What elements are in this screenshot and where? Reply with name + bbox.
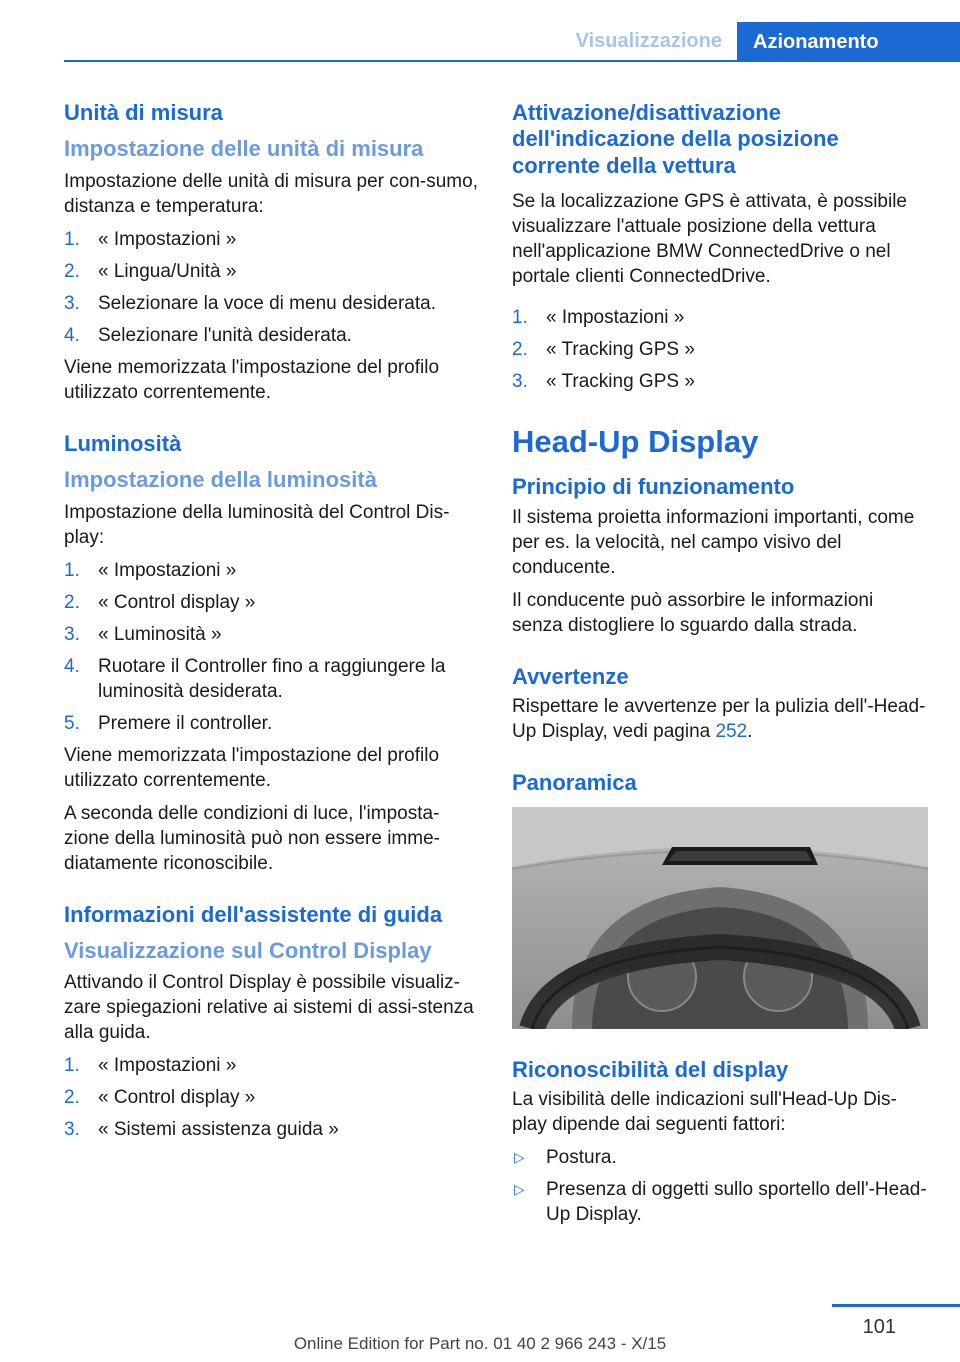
list-item: ▷ Presenza di oggetti sullo sportello dell'-Head-Up Display.: [514, 1178, 927, 1225]
list-item: 1. « Impostazioni »: [64, 1055, 237, 1077]
overview-title: Panoramica: [512, 770, 637, 796]
list-item: 4. Ruotare il Controller fino a raggiungere la luminosità desiderata.: [64, 655, 446, 702]
right-column: [512, 100, 928, 1234]
section-tab[interactable]: Visualizzazione: [575, 30, 722, 52]
assistant-steps: [64, 1053, 482, 1142]
warnings-text: Rispettare le avvertenze per la pulizia dell'-Head-Up Display, vedi pagina 252.: [512, 696, 926, 743]
visibility-intro: La visibilità delle indicazioni sull'Head-Up Dis-play dipende dai seguenti fattori:: [512, 1088, 897, 1135]
gps-title: Attivazione/disattivazione dell'indicazione della posizione corrente della vettura: [512, 100, 839, 178]
units-title: Unità di misura: [64, 100, 223, 125]
list-item: 1. « Impostazioni »: [64, 228, 237, 250]
page-link[interactable]: 252: [715, 721, 748, 743]
brightness-title: Luminosità: [64, 430, 182, 456]
list-item: 1. « Impostazioni »: [64, 559, 237, 581]
list-item: 1. « Impostazioni »: [512, 307, 685, 329]
principle-title: Principio di funzionamento: [512, 474, 795, 500]
list-item: 3. Selezionare la voce di menu desiderata.: [64, 292, 436, 314]
assistant-subtitle: Visualizzazione sul Control Display: [64, 937, 432, 963]
units-subtitle: Impostazione delle unità di misura: [64, 136, 424, 162]
units-intro: Impostazione delle unità di misura per con-sumo, distanza e temperatura:: [64, 170, 478, 217]
assistant-intro: Attivando il Control Display è possibile visualiz-zare spiegazioni relative ai sistemi di assi-stenza alla guida.: [64, 972, 474, 1044]
list-item: 3. « Luminosità »: [64, 623, 222, 645]
list-item: 3. « Sistemi assistenza guida »: [64, 1119, 339, 1141]
list-item: 2. « Tracking GPS »: [512, 339, 695, 361]
brightness-intro: Impostazione della luminosità del Control Dis-play:: [64, 501, 450, 548]
list-item: 4. Selezionare l'unità desiderata.: [64, 324, 352, 346]
brightness-steps: [64, 558, 482, 736]
visibility-factors: [512, 1145, 928, 1227]
chapter-tab[interactable]: Azionamento: [737, 22, 960, 62]
list-item: 2. « Lingua/Unità »: [64, 260, 237, 282]
list-item: 5. Premere il controller.: [64, 712, 273, 734]
list-item: 3. « Tracking GPS »: [512, 371, 695, 393]
principle-p2: Il conducente può assorbire le informazioni senza distogliere lo sguardo dalla strada.: [512, 589, 874, 636]
hud-title: Head-Up Display: [512, 424, 759, 460]
left-column: [64, 100, 482, 1149]
brightness-subtitle: Impostazione della luminosità: [64, 467, 377, 493]
principle-p1: Il sistema proietta informazioni importanti, come per es. la velocità, nel campo visivo del conducente.: [512, 506, 915, 578]
units-outro: Viene memorizzata l'impostazione del profilo utilizzato correntemente.: [64, 356, 440, 403]
list-item: 2. « Control display »: [64, 1087, 256, 1109]
warnings-title: Avvertenze: [512, 663, 629, 689]
units-steps: [64, 227, 482, 348]
gps-steps: [512, 305, 928, 394]
footer-edition: Online Edition for Part no. 01 40 2 966 243 - X/15: [293, 1334, 667, 1353]
brightness-outro-1: Viene memorizzata l'impostazione del profilo utilizzato correntemente.: [64, 744, 440, 791]
triangle-bullet-icon: ▷: [514, 1180, 525, 1197]
gps-intro: Se la localizzazione GPS è attivata, è possibile visualizzare l'attuale posizione della vettura nell'applicazione BMW ConnectedDrive o nel portale clienti ConnectedDrive.: [512, 191, 907, 288]
list-item: ▷ Postura.: [514, 1146, 617, 1168]
visibility-title: Riconoscibilità del display: [512, 1056, 789, 1082]
list-item: 2. « Control display »: [64, 591, 256, 613]
triangle-bullet-icon: ▷: [514, 1148, 525, 1165]
assistant-title: Informazioni dell'assistente di guida: [64, 901, 443, 927]
brightness-outro-2: A seconda delle condizioni di luce, l'imposta-zione della luminosità può non essere imme-diatamente riconoscibile.: [64, 802, 440, 874]
head-up-display-photo: [512, 807, 928, 1029]
page-number-rule: [832, 1304, 960, 1307]
page-number: 101: [862, 1316, 896, 1338]
